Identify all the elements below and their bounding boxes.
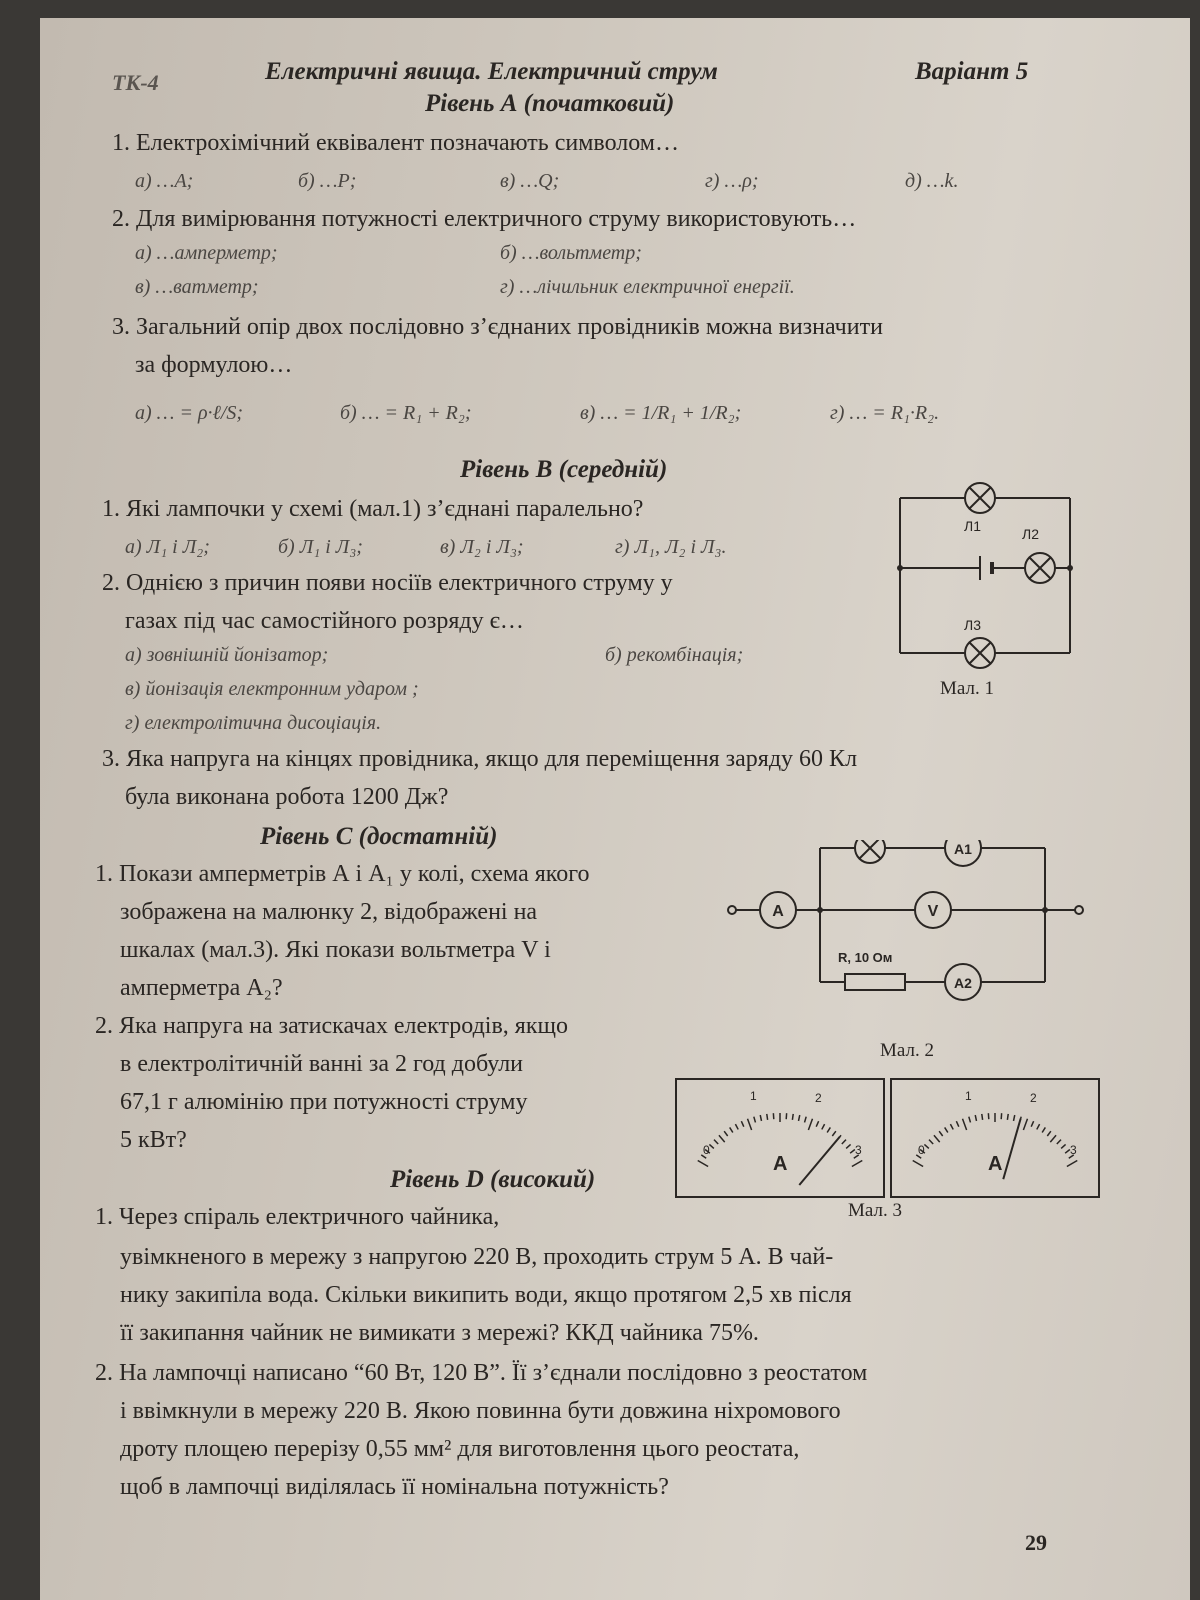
dial-2-tick-3: 3 <box>1070 1143 1077 1157</box>
lamp-3-icon <box>965 638 995 668</box>
resistor-label: R, 10 Ом <box>838 950 893 965</box>
scale-tick <box>945 1127 948 1132</box>
dial-1-meter-label: A <box>773 1153 788 1175</box>
question-b3-line2: була виконана робота 1200 Дж? <box>125 784 449 810</box>
level-b-title: Рівень В (середній) <box>460 456 668 483</box>
scale-tick <box>760 1115 761 1121</box>
junction-dot <box>1042 907 1048 913</box>
ammeter-a2-icon <box>945 964 981 1000</box>
junction-dot <box>1067 565 1073 571</box>
voltmeter-v-label: V <box>927 903 939 920</box>
option-a1-c: в) …Q; <box>500 170 560 192</box>
ammeter-a1-icon <box>945 840 981 866</box>
question-d1-line4: її закипання чайник не вимикати з мережі? ККД чайника 75%. <box>120 1320 759 1346</box>
question-b2-line2: газах під час самостійного розряду є… <box>125 608 524 634</box>
page-title: Електричні явища. Електричний струм <box>265 58 718 85</box>
scale-tick <box>1047 1131 1051 1136</box>
lamp-1-label: Л1 <box>964 518 981 534</box>
ammeter-a-icon <box>760 892 796 928</box>
ammeter-a-label: A <box>772 903 784 920</box>
figure-2-circuit <box>720 840 1120 1040</box>
scale-tick <box>1037 1124 1040 1129</box>
scale-tick <box>1031 1121 1033 1126</box>
scale-tick <box>724 1131 728 1136</box>
question-c2-line2: в електролітичній ванні за 2 год добули <box>120 1051 524 1077</box>
junction-dot <box>897 565 903 571</box>
scale-tick <box>956 1121 958 1126</box>
scale-tick <box>735 1124 738 1129</box>
scale-tick <box>913 1161 923 1167</box>
scale-tick <box>709 1144 713 1148</box>
scale-tick <box>822 1124 825 1129</box>
question-a1: 1. Електрохімічний еквівалент позначають символом… <box>112 130 679 156</box>
scale-tick <box>1014 1115 1015 1121</box>
voltmeter-v-icon <box>915 892 951 928</box>
page-number: 29 <box>1025 1530 1047 1555</box>
dial-2-tick-2: 2 <box>1030 1091 1037 1105</box>
scale-tick <box>767 1114 768 1120</box>
option-b2-c: в) йонізація електронним ударом ; <box>125 678 419 700</box>
scale-tick <box>934 1135 940 1142</box>
scale-tick <box>827 1127 830 1132</box>
scale-tick <box>792 1114 793 1120</box>
scale-tick <box>846 1144 850 1148</box>
scale-tick <box>929 1140 933 1144</box>
question-a3-line1: 3. Загальний опір двох послідовно з’єднаних провідників можна визначити <box>112 314 883 340</box>
worksheet-page <box>40 18 1190 1600</box>
question-c2-line3: 67,1 г алюмінію при потужності струму <box>120 1089 528 1115</box>
question-a2: 2. Для вимірювання потужності електричного струму використовують… <box>112 206 857 232</box>
question-b1: 1. Які лампочки у схемі (мал.1) з’єднані паралельно? <box>102 496 644 522</box>
option-b1-b: б) Л₁ і Л₃; <box>278 536 363 558</box>
option-a2-b: б) …вольтметр; <box>500 242 642 264</box>
dial-2-meter-label: A <box>988 1153 1003 1175</box>
dial-1-tick-3: 3 <box>855 1143 862 1157</box>
option-a1-b: б) …P; <box>298 170 357 192</box>
question-c2-line1: 2. Яка напруга на затискачах електродів, якщо <box>95 1013 568 1039</box>
test-code: ТК-4 <box>112 70 159 95</box>
scale-tick <box>852 1161 862 1167</box>
lamp-2-label: Л2 <box>1022 526 1039 542</box>
lamp-3-label: Л3 <box>964 617 981 633</box>
level-d-title: Рівень D (високий) <box>390 1166 596 1193</box>
scale-tick <box>805 1117 807 1123</box>
option-b2-d: г) електролітична дисоціація. <box>125 712 382 734</box>
question-c1-line2: зображена на малюнку 2, відображені на <box>120 899 538 925</box>
question-d2-line4: щоб в лампочці виділялась її номінальна потужність? <box>120 1474 669 1500</box>
scale-tick <box>1050 1135 1056 1142</box>
scale-tick <box>842 1140 846 1144</box>
scale-tick <box>799 1115 800 1121</box>
option-b2-a: а) зовнішній йонізатор; <box>125 644 329 666</box>
question-d1-line3: нику закипіла вода. Скільки википить води, якщо протягом 2,5 хв після <box>120 1282 852 1308</box>
option-b1-d: г) Л₁, Л₂ і Л₃. <box>615 536 727 558</box>
dial-1-tick-1: 1 <box>750 1089 757 1103</box>
dial-1-tick-2: 2 <box>815 1091 822 1105</box>
ammeter-a1-label: A1 <box>954 841 972 857</box>
scale-tick <box>1057 1140 1061 1144</box>
figure-1-caption: Мал. 1 <box>940 678 994 699</box>
scale-tick <box>832 1131 836 1136</box>
option-a1-d: г) …ρ; <box>705 170 759 192</box>
question-d2-line3: дроту площею перерізу 0,55 мм² для виготовлення цього реостата, <box>120 1436 800 1462</box>
scale-tick <box>1007 1114 1008 1120</box>
figure-2-caption: Мал. 2 <box>880 1040 934 1061</box>
junction-dot <box>817 907 823 913</box>
question-c1-line3: шкалах (мал.3). Які покази вольтметра V і <box>120 937 551 963</box>
lamp-2-icon <box>1025 553 1055 583</box>
scale-tick <box>754 1117 756 1123</box>
resistor-icon <box>845 974 905 990</box>
option-b1-c: в) Л₂ і Л₃; <box>440 536 524 558</box>
figure-3-dial-2 <box>890 1078 1100 1198</box>
option-a1-e: д) …k. <box>905 170 959 192</box>
question-d1-line1: 1. Через спіраль електричного чайника, <box>95 1204 500 1230</box>
question-c1-line1: 1. Покази амперметрів А і А₁ у колі, схема якого <box>95 861 590 887</box>
scale-tick <box>741 1121 743 1126</box>
scale-tick <box>969 1117 971 1123</box>
dial-1-needle <box>799 1137 839 1185</box>
scale-tick <box>816 1121 818 1126</box>
question-c1-line4: амперметра А₂? <box>120 975 283 1001</box>
question-b3-line1: 3. Яка напруга на кінцях провідника, якщо для переміщення заряду 60 Кл <box>102 746 858 772</box>
question-d2-line2: і ввімкнули в мережу 220 В. Якою повинна бути довжина ніхромового <box>120 1398 841 1424</box>
scale-tick <box>748 1119 752 1130</box>
dial-1-tick-0: 0 <box>703 1143 710 1157</box>
lamp-icon <box>855 840 885 863</box>
question-d1-line2: увімкненого в мережу з напругою 220 В, проходить струм 5 А. В чай- <box>120 1244 834 1270</box>
option-a3-a: а) … = ρ·ℓ/S; <box>135 402 244 424</box>
scale-tick <box>698 1161 708 1167</box>
scale-tick <box>714 1140 718 1144</box>
lamp-1-icon <box>965 483 995 513</box>
scale-tick <box>1023 1119 1027 1130</box>
dial-2-needle <box>1003 1119 1020 1180</box>
scale-tick <box>808 1119 812 1130</box>
figure-3-caption: Мал. 3 <box>848 1200 902 1221</box>
option-a2-d: г) …лічильник електричної енергії. <box>500 276 795 298</box>
scale-tick <box>982 1114 983 1120</box>
scale-tick <box>730 1127 733 1132</box>
scale-tick <box>963 1119 967 1130</box>
option-a3-c: в) … = 1/R₁ + 1/R₂; <box>580 402 742 424</box>
question-b2-line1: 2. Однією з причин появи носіїв електричного струму у <box>102 570 673 596</box>
option-b1-a: а) Л₁ і Л₂; <box>125 536 210 558</box>
question-d2-line1: 2. На лампочці написано “60 Вт, 120 В”. Її з’єднали послідовно з реостатом <box>95 1360 868 1386</box>
option-a2-c: в) …ватметр; <box>135 276 259 298</box>
question-c2-line4: 5 кВт? <box>120 1127 187 1153</box>
scale-tick <box>719 1135 725 1142</box>
dial-2-tick-0: 0 <box>918 1143 925 1157</box>
scale-tick <box>1042 1127 1045 1132</box>
scale-tick <box>924 1144 928 1148</box>
option-a3-d: г) … = R₁·R₂. <box>830 402 940 424</box>
level-a-title: Рівень А (початковий) <box>425 90 675 117</box>
scale-tick <box>939 1131 943 1136</box>
scale-tick <box>1067 1161 1077 1167</box>
question-a3-line2: за формулою… <box>135 352 293 378</box>
ammeter-a2-label: A2 <box>954 975 972 991</box>
scale-tick <box>975 1115 976 1121</box>
option-b2-b: б) рекомбінація; <box>605 644 744 666</box>
variant-label: Варіант 5 <box>915 58 1029 85</box>
option-a3-b: б) … = R₁ + R₂; <box>340 402 472 424</box>
figure-3-dial-1 <box>675 1078 885 1198</box>
option-a2-a: а) …амперметр; <box>135 242 278 264</box>
scale-tick <box>1061 1144 1065 1148</box>
level-c-title: Рівень С (достатній) <box>260 823 498 850</box>
scale-tick <box>950 1124 953 1129</box>
dial-2-tick-1: 1 <box>965 1089 972 1103</box>
figure-1-circuit <box>880 473 1080 673</box>
option-a1-a: а) …A; <box>135 170 194 192</box>
